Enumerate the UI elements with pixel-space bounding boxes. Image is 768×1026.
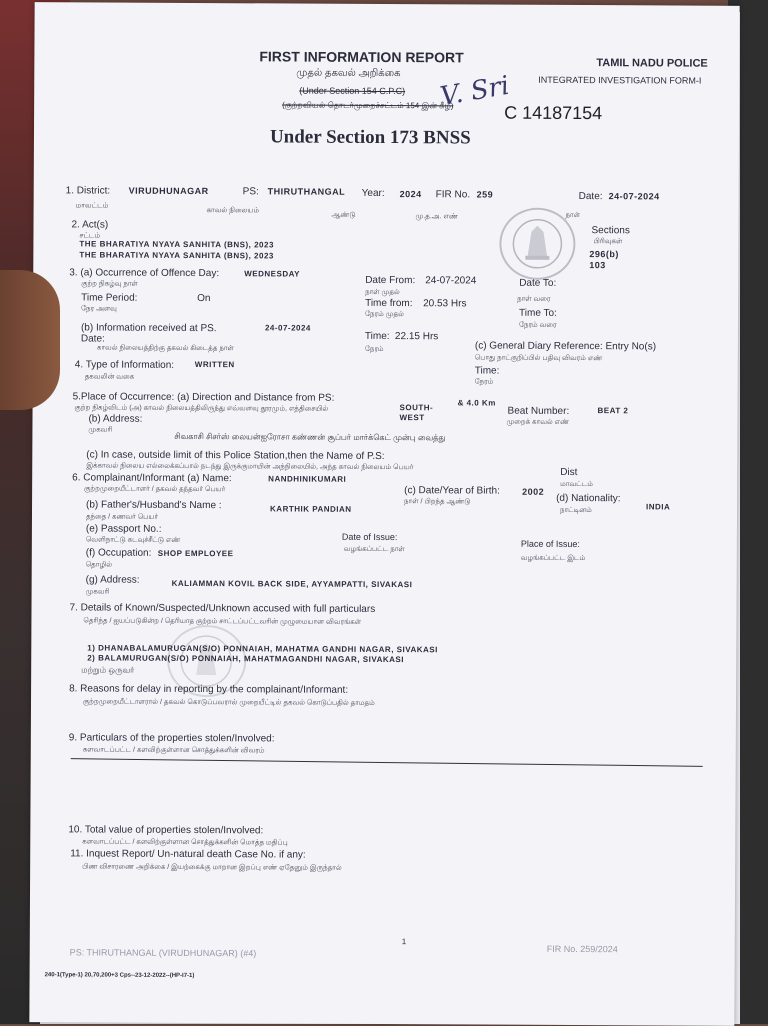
address-label: (b) Address: xyxy=(88,413,143,425)
crossed-section-en: (Under Section 154 C.P.C) xyxy=(299,85,406,97)
nationality-label: (d) Nationality: xyxy=(556,492,621,505)
passport-tamil: வெளிநாட்டு கடவுச்சீட்டு எண் xyxy=(85,536,181,544)
acts-label: 2. Act(s) xyxy=(71,219,109,231)
form-name: INTEGRATED INVESTIGATION FORM-I xyxy=(538,74,702,86)
info-type-tamil: தகவலின் வகை xyxy=(84,373,135,381)
stolen-tamil: களவாடப்பட்ட / களவிற்குள்ளான சொத்துக்களின் விவரம் xyxy=(82,746,265,755)
fir-value: 259 xyxy=(476,189,494,200)
ps-value: THIRUTHANGAL xyxy=(267,186,346,197)
date-to-tamil: நாள் வரை xyxy=(517,295,551,303)
district-label: 1. District: xyxy=(65,185,111,197)
father-tamil: தந்தை / கணவர் பெயர் xyxy=(85,513,159,521)
handwritten-initials: V. Sri xyxy=(438,70,512,113)
org-name: TAMIL NADU POLICE xyxy=(596,57,708,70)
occurrence-address: சிவகாசி சிசர்ஸ் லையன்ஐரோசா கண்ணன் சூப்பர் மார்க்கெட் முன்பு வைத்து xyxy=(174,431,446,443)
dob-value: 2002 xyxy=(522,486,545,497)
occurrence-tamil: குற்ற நிகழ்வு நாள் xyxy=(81,280,138,288)
inquest-tamil: பிண விசாரணை அறிக்கை / இயற்கைக்கு மாறான இறப்பு எண் ஏதேனும் இருந்தால் xyxy=(82,863,342,872)
outside-ps-label: (c) In case, outside limit of this Police Station,then the Name of P.S: xyxy=(86,449,385,462)
occupation-tamil: தொழில் xyxy=(85,561,113,569)
accused-2: 2) BALAMURUGAN(S/O) PONNAIAH, MAHATMAGANDHI NAGAR, SIVAKASI xyxy=(87,653,405,665)
place-tamil: குற்ற நிகழ்விடம் (அ) காவல் நிலையத்திலிருந்து எவ்வளவு தூரமும், எத்திசையில் xyxy=(74,404,329,413)
inquest-label: 11. Inquest Report/ Un-natural death Case No. if any: xyxy=(70,848,306,861)
total-label: 10. Total value of properties stolen/Involved: xyxy=(68,824,264,837)
info-type-label: 4. Type of Information: xyxy=(74,359,175,371)
year-label: Year: xyxy=(361,187,385,199)
year-tamil: ஆண்டு xyxy=(331,211,356,219)
complainant-address-label: (g) Address: xyxy=(85,574,140,586)
dist-tamil: மாவட்டம் xyxy=(560,480,593,489)
time-from-label: Time from: xyxy=(365,297,413,310)
time-to-tamil: நேரம் வரை xyxy=(518,321,557,329)
crossed-section-ta: (குற்றவியல் தொடர்முறைச்சட்டம் 154 இன் கீழ்) xyxy=(282,100,454,111)
year-value: 2024 xyxy=(399,189,422,200)
gd-tamil: பொது நாட்குறிப்பில் பதிவு விவரம் எண் xyxy=(474,354,603,363)
fir-document xyxy=(29,2,739,1026)
time-from-value: 20.53 Hrs xyxy=(423,298,467,310)
issue-date-tamil: வழங்கப்பட்ட நாள் xyxy=(343,545,405,554)
time-to-label: Time To: xyxy=(519,307,557,319)
sections-tamil: பிரிவுகள் xyxy=(593,238,623,246)
doc-title-tamil: முதல் தகவல் அறிக்கை xyxy=(296,67,401,80)
nationality-tamil: நாட்டினம் xyxy=(560,506,592,515)
gd-time-tamil: நேரம் xyxy=(474,378,494,386)
info-received-date: 24-07-2024 xyxy=(264,323,311,333)
nationality-value: INDIA xyxy=(646,502,671,512)
date-label: Date: xyxy=(578,191,603,203)
father-label: (b) Father's/Husband's Name : xyxy=(86,499,222,512)
date-from-label: Date From: xyxy=(365,274,416,287)
delay-tamil: குற்றமுறையீட்டாளரால் / தகவல் கொடுப்பவரால் முறையீட்டில் தகவல் கொடுப்பதில் தாமதம் xyxy=(82,698,375,707)
footer-print: 240-1(Type-1) 20,70,200+3 Cps--23-12-2022--(HP-I7-1) xyxy=(44,972,195,980)
doc-title: FIRST INFORMATION REPORT xyxy=(259,48,464,66)
place-label: 5.Place of Occurrence: (a) Direction and Distance from PS: xyxy=(72,391,335,404)
issue-place-tamil: வழங்கப்பட்ட இடம் xyxy=(520,554,586,563)
issue-date-label: Date of Issue: xyxy=(341,531,398,543)
accused-tamil: தெரிந்த / ஐயப்படுகின்ற / தெரியாத குற்றம் சாட்டப்பட்டவரின் முழுமையான விவரங்கள் xyxy=(83,617,362,626)
total-tamil: களவாடப்பட்ட / களவிற்குள்ளான சொத்துக்களின் மொத்த மதிப்பு xyxy=(82,838,288,847)
date-from-value: 24-07-2024 xyxy=(425,275,477,287)
info-received-label: (b) Information received at PS. xyxy=(80,322,217,335)
date-from-tamil: நாள் முதல் xyxy=(365,288,400,297)
time-from-tamil: நேரம் முதல் xyxy=(365,310,404,319)
act-line-2: THE BHARATIYA NYAYA SANHITA (BNS), 2023 xyxy=(79,250,274,261)
occurrence-day: WEDNESDAY xyxy=(244,269,301,279)
occupation-value: SHOP EMPLOYEE xyxy=(157,548,234,559)
issue-place-label: Place of Issue: xyxy=(520,538,580,550)
divider-line xyxy=(71,758,703,767)
complainant-tamil: குற்றமுறையீட்டாளர் / தகவல் தந்தவர் பெயர் xyxy=(84,485,226,494)
beat-tamil: முறைக் காவல் எண் xyxy=(506,418,570,426)
place-direction: SOUTH-WEST xyxy=(399,403,434,423)
date-value: 24-07-2024 xyxy=(608,191,660,202)
complainant-label: 6. Complainant/Informant (a) Name: xyxy=(72,472,232,485)
accused-label: 7. Details of Known/Suspected/Unknown accused with full particulars xyxy=(69,602,376,615)
footer-ps: PS: THIRUTHANGAL (VIRUDHUNAGAR) (#4) xyxy=(69,947,257,959)
finger-holding-paper xyxy=(0,270,60,410)
info-time-value: 22.15 Hrs xyxy=(394,331,439,343)
complainant-address-tamil: முகவரி xyxy=(85,588,110,596)
place-distance: & 4.0 Km xyxy=(457,398,496,408)
info-date-label: Date: xyxy=(80,333,105,345)
occurrence-label: 3. (a) Occurrence of Offence Day: xyxy=(69,267,220,280)
beat-label: Beat Number: xyxy=(507,405,570,417)
gd-time-label: Time: xyxy=(474,365,500,377)
time-period-value: On xyxy=(197,293,211,305)
complainant-address: KALIAMMAN KOVIL BACK SIDE, AYYAMPATTI, SIVAKASI xyxy=(171,578,413,590)
address-tamil-label: முகவரி xyxy=(88,426,113,434)
date-to-label: Date To: xyxy=(519,277,557,289)
section-2: 103 xyxy=(589,260,606,271)
gd-label: (c) General Diary Reference: Entry No(s) xyxy=(474,340,657,353)
info-time-tamil: நேரம் xyxy=(364,345,384,353)
section-1: 296(b) xyxy=(589,249,619,260)
acts-tamil: சட்டம் xyxy=(79,232,101,240)
district-value: VIRUDHUNAGAR xyxy=(128,185,209,197)
accused-1: 1) DHANABALAMURUGAN(S/O) PONNAIAH, MAHATMA GANDHI NAGAR, SIVAKASI xyxy=(87,643,438,655)
fir-label: FIR No. xyxy=(435,189,471,201)
father-value: KARTHIK PANDIAN xyxy=(270,504,352,514)
accused-others: மற்றும் ஒருவர் xyxy=(81,665,135,675)
complainant-name: NANDHINIKUMARI xyxy=(268,474,347,484)
sections-label: Sections xyxy=(591,225,630,237)
ps-tamil: காவல் நிலையம் xyxy=(206,207,260,215)
district-tamil: மாவட்டம் xyxy=(75,202,109,210)
ps-label: PS: xyxy=(242,186,259,198)
fir-tamil: மு.த.அ. எண் xyxy=(415,213,458,221)
beat-value: BEAT 2 xyxy=(597,406,629,416)
date-tamil: நாள் xyxy=(565,211,581,220)
passport-label: (e) Passport No.: xyxy=(85,523,162,535)
outside-ps-tamil: இக்காவல் நிலைய எல்லைக்கப்பால் நடந்து இருக்குமாயின் அந்நிலையில், அந்த காவல் நிலையம் பெயர் xyxy=(86,462,414,472)
act-line-1: THE BHARATIYA NYAYA SANHITA (BNS), 2023 xyxy=(79,239,274,250)
dob-label: (c) Date/Year of Birth: xyxy=(404,485,500,497)
dist-label: Dist xyxy=(560,466,578,479)
stolen-label: 9. Particulars of the properties stolen/Involved: xyxy=(68,732,275,745)
delay-label: 8. Reasons for delay in reporting by the complainant/Informant: xyxy=(69,683,349,696)
time-period-tamil: நேர அளவு xyxy=(81,305,117,313)
info-received-tamil: காவல் நிலையத்திற்கு தகவல் கிடைத்த நாள் xyxy=(96,344,234,353)
info-time-label: Time: xyxy=(364,330,390,343)
emblem-seal-icon xyxy=(499,208,575,280)
info-type-value: WRITTEN xyxy=(194,360,235,370)
footer-fir: FIR No. 259/2024 xyxy=(546,943,618,955)
section-heading: Under Section 173 BNSS xyxy=(269,126,471,149)
occupation-label: (f) Occupation: xyxy=(85,547,152,559)
footer-page: 1 xyxy=(401,937,407,947)
time-period-label: Time Period: xyxy=(81,292,138,304)
serial-number: C 14187154 xyxy=(504,102,603,124)
dob-tamil: நாள் / பிறந்த ஆண்டு xyxy=(404,498,471,506)
